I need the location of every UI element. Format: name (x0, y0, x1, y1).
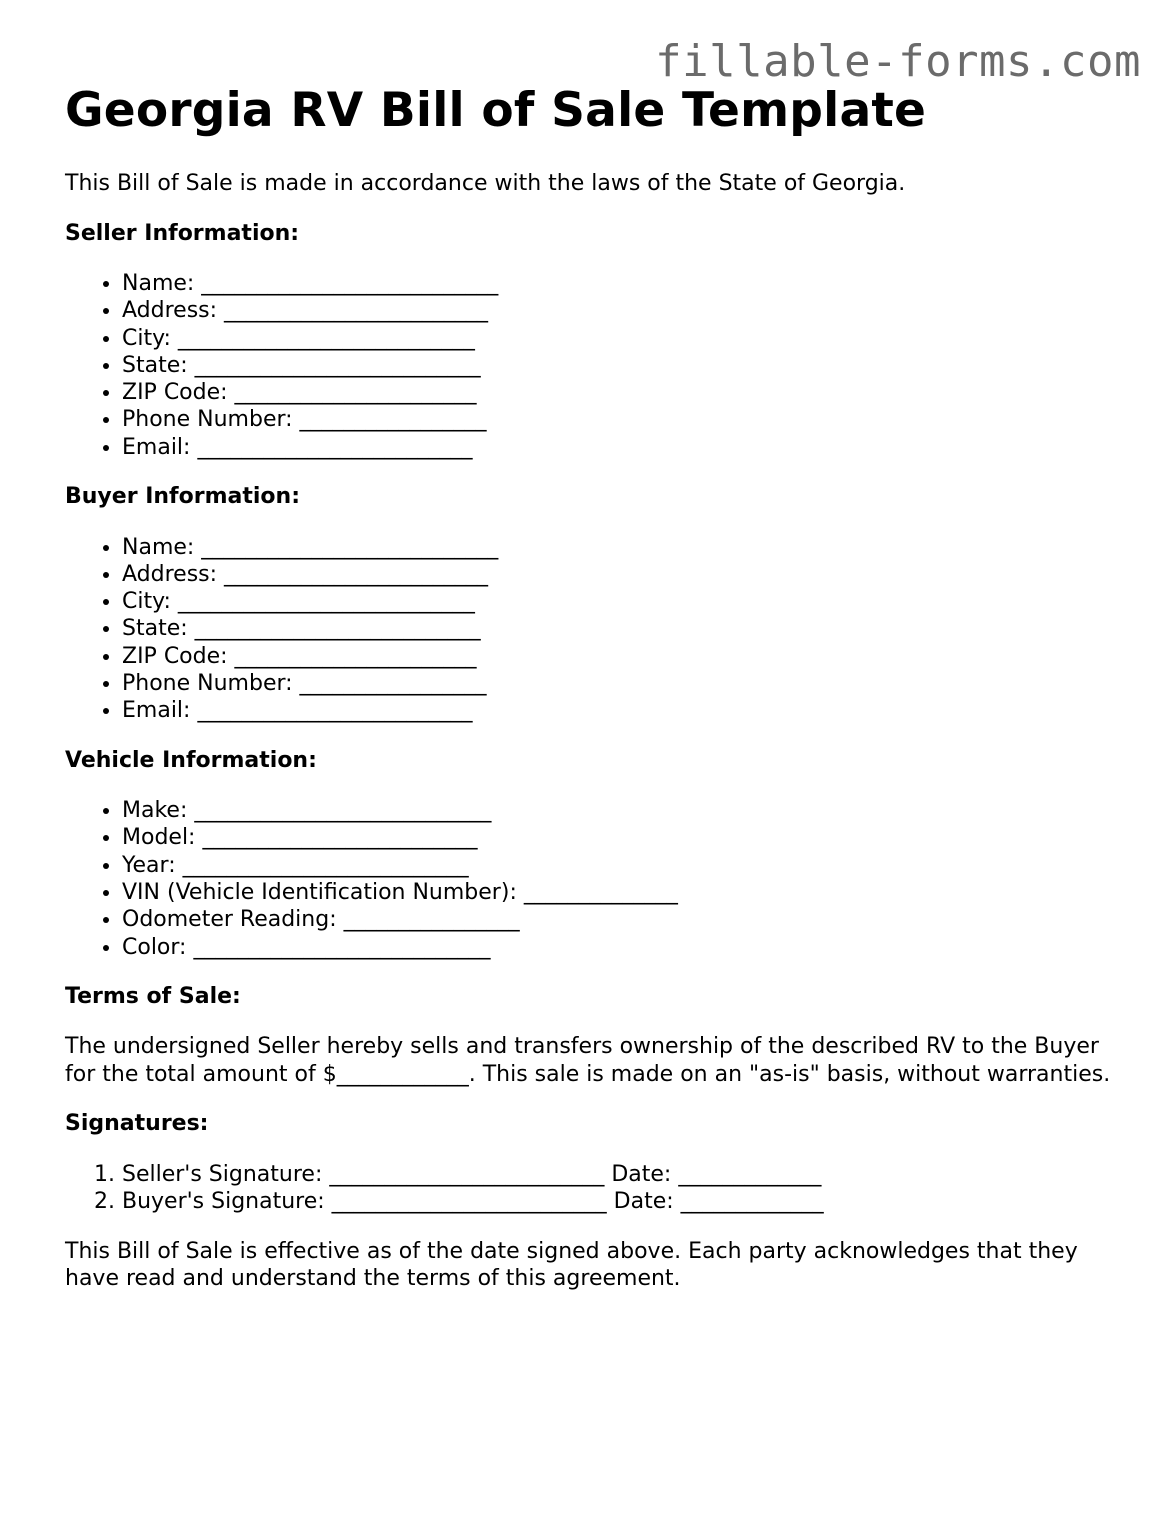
vehicle-vin-field: • VIN (Vehicle Identification Number): ______________ (122, 879, 1125, 906)
buyer-address-field: • Address: ________________________ (122, 561, 1125, 588)
buyer-phone-field: • Phone Number: _________________ (122, 670, 1125, 697)
buyer-email-field: • Email: _________________________ (122, 697, 1125, 724)
vehicle-model-field: • Model: _________________________ (122, 824, 1125, 851)
terms-text: The undersigned Seller hereby sells and transfers ownership of the described RV to the Buyer for the total amount of $____________. This sale is made on an "as-is" basis, without warranties. (65, 1034, 1111, 1087)
vehicle-heading: Vehicle Information: (65, 747, 317, 773)
vehicle-field-list (65, 797, 1125, 961)
buyer-signature-line: 2. Buyer's Signature: _________________________ Date: _____________ (122, 1188, 1125, 1215)
seller-address-field: • Address: ________________________ (122, 297, 1125, 324)
watermark: fillable-forms.com (655, 36, 1141, 87)
closing-text: This Bill of Sale is effective as of the date signed above. Each party acknowledges that they have read and understand the terms of this agreement. (65, 1238, 1078, 1292)
buyer-field-list (65, 534, 1125, 725)
vehicle-color-field: • Color: ___________________________ (122, 934, 1125, 961)
seller-heading: Seller Information: (65, 220, 300, 246)
seller-field-list (65, 270, 1125, 461)
signature-list (65, 1161, 1125, 1216)
seller-city-field: • City: ___________________________ (122, 325, 1125, 352)
seller-email-field: • Email: _________________________ (122, 434, 1125, 461)
signatures-heading: Signatures: (65, 1111, 209, 1137)
vehicle-make-field: • Make: ___________________________ (122, 797, 1125, 824)
vehicle-year-field: • Year: __________________________ (122, 852, 1125, 879)
vehicle-odometer-field: • Odometer Reading: ________________ (122, 906, 1125, 933)
seller-phone-field: • Phone Number: _________________ (122, 406, 1125, 433)
buyer-city-field: • City: ___________________________ (122, 588, 1125, 615)
buyer-name-field: • Name: ___________________________ (122, 534, 1125, 561)
document-body (65, 80, 1125, 1293)
buyer-state-field: • State: __________________________ (122, 615, 1125, 642)
page-title: Georgia RV Bill of Sale Template (65, 83, 927, 138)
terms-heading: Terms of Sale: (65, 983, 241, 1009)
seller-state-field: • State: __________________________ (122, 352, 1125, 379)
buyer-heading: Buyer Information: (65, 484, 300, 510)
buyer-zip-field: • ZIP Code: ______________________ (122, 643, 1125, 670)
seller-zip-field: • ZIP Code: ______________________ (122, 379, 1125, 406)
seller-name-field: • Name: ___________________________ (122, 270, 1125, 297)
intro-text: This Bill of Sale is made in accordance with the laws of the State of Georgia. (65, 171, 906, 196)
seller-signature-line: 1. Seller's Signature: _________________________ Date: _____________ (122, 1161, 1125, 1188)
